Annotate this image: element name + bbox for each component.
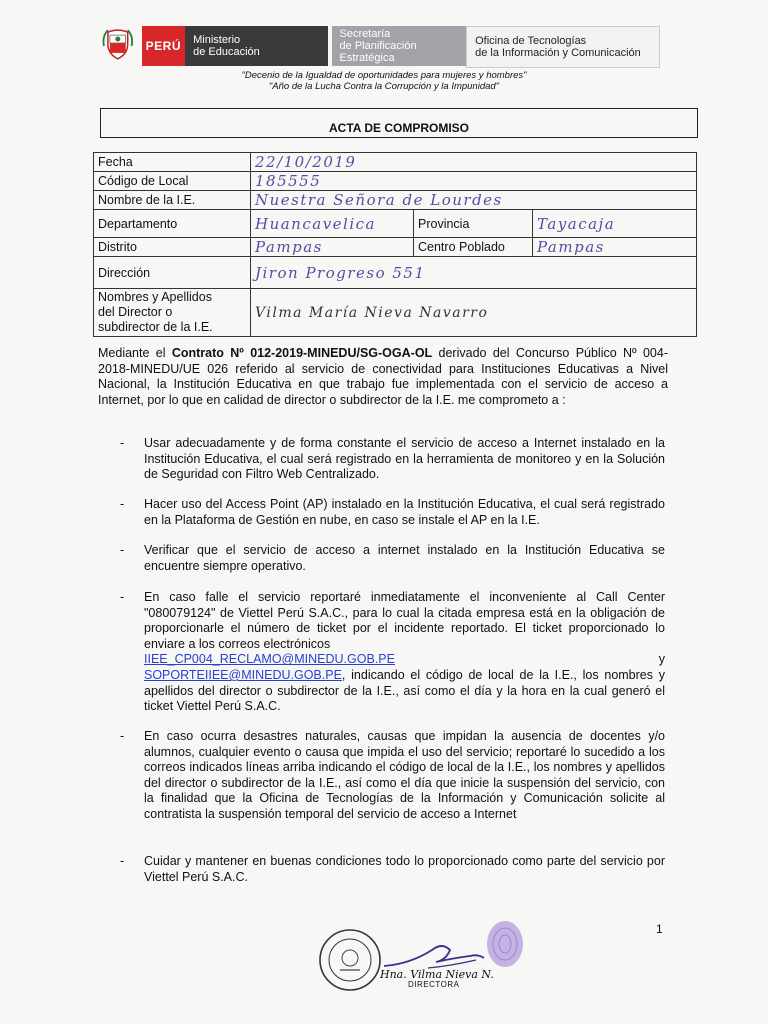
peru-brand: PERÚ — [142, 26, 186, 66]
distrito-value: Pampas — [251, 238, 414, 257]
contract-number: Contrato Nº 012-2019-MINEDU/SG-OGA-OL — [171, 346, 433, 360]
school-info-table — [93, 152, 697, 337]
departamento-label: Departamento — [94, 210, 251, 238]
fecha-label: Fecha — [94, 153, 251, 172]
intro-paragraph: Mediante el Contrato Nº 012-2019-MINEDU/SG-OGA-OL derivado del Concurso Público Nº 004-2018-MINEDU/UE 026 referido al servicio de conectividad para Instituciones Educativas a Nivel Nacional, la Institución Educativa en que trabajo fue implementada con el servicio de acceso a Internet, por lo que en calidad de director o subdirector de la I.E. me comprometo a : — [98, 346, 668, 407]
peru-coat-of-arms-icon — [100, 26, 136, 62]
nombre-value: Nuestra Señora de Lourdes — [251, 191, 697, 210]
minedu-brand: Ministerio de Educación — [185, 26, 327, 66]
list-item-5: - En caso ocurra desastres naturales, causas que impidan la ausencia de docentes y/o alumnos, cualquier evento o causa que impida el uso del servicio; reportaré lo sucedido a los correos indicados líneas arriba indicando el código de local de la I.E., los nombres y apellidos del director o subdirector de la I.E., así como el día que inicie la suspensión del servicio, con la finalidad que la Oficina de Tecnologías de la Información y Comunicación solicite al contratista la suspensión temporal del servicio de acceso a Internet — [120, 729, 665, 821]
otic-brand: Oficina de Tecnologías de la Información y Comunicación — [466, 26, 660, 68]
list-item-2: - Hacer uso del Access Point (AP) instalado en la Institución Educativa, el cual será registrado en la Plataforma de Gestión en nube, en caso se instale el AP en la I.E. — [120, 497, 665, 527]
list-item-1: - Usar adecuadamente y de forma constante el servicio de acceso a Internet instalado en la Institución Educativa, el cual será registrado en la herramienta de monitoreo y en la Solución de Seguridad con Filtro Web Centralizado. — [120, 436, 665, 482]
motto-line-2: "Año de la Lucha Contra la Corrupción y la Impunidad" — [268, 81, 500, 92]
director-value: Vilma María Nieva Navarro — [251, 289, 697, 337]
soporte-email-link[interactable]: SOPORTEIIEE@MINEDU.GOB.PE — [144, 667, 342, 682]
distrito-label: Distrito — [94, 238, 251, 257]
provincia-value: Tayacaja — [533, 210, 697, 238]
fecha-value: 22/10/2019 — [251, 153, 697, 172]
letterhead — [100, 26, 660, 66]
departamento-value: Huancavelica — [251, 210, 414, 238]
reclamo-email-link[interactable]: IIEE_CP004_RECLAMO@MINEDU.GOB.PE — [144, 652, 395, 667]
centro-poblado-label: Centro Poblado — [414, 238, 533, 257]
document-title: ACTA DE COMPROMISO — [329, 121, 469, 135]
page-number: 1 — [656, 922, 663, 936]
thumbprint-icon — [484, 918, 526, 970]
direccion-label: Dirección — [94, 257, 251, 289]
signer-role: DIRECTORA — [408, 980, 460, 989]
secretaria-brand: Secretaría de Planificación Estratégica — [332, 26, 467, 66]
director-label: Nombres y Apellidos del Director o subdirector de la I.E. — [94, 289, 251, 337]
list-item-3: - Verificar que el servicio de acceso a internet instalado en la Institución Educativa se encuentre siempre operativo. — [120, 543, 665, 573]
motto-line-1: "Decenio de la Igualdad de oportunidades para mujeres y hombres" — [241, 70, 527, 81]
codigo-label: Código de Local — [94, 172, 251, 191]
provincia-label: Provincia — [414, 210, 533, 238]
signer-name: Hna. Vilma Nieva N. — [380, 968, 494, 981]
title-box — [100, 108, 698, 138]
centro-poblado-value: Pampas — [533, 238, 697, 257]
codigo-value: 185555 — [251, 172, 697, 191]
direccion-value: Jiron Progreso 551 — [251, 257, 697, 289]
list-item-4: - En caso falle el servicio reportaré inmediatamente el inconveniente al Call Center "080079124" de Viettel Perú S.A.C., para lo cual la citada empresa está en la obligación de proporcionarle el número de ticket por el incidente reportado. El ticket proporcionado lo enviare a los correos electrónicos IIEE_CP004_RECLAMO@MINEDU.GOB.PE y SOPORTEIIEE@MINEDU.GOB.PE, indicando el código de local de la I.E., los nombres y apellidos del director o subdirector de la I.E., así como el día y la hora en la cual generó el ticket Viettel Perú S.A.C. — [120, 590, 665, 714]
school-seal-stamp-icon — [318, 928, 382, 992]
list-item-6: - Cuidar y mantener en buenas condiciones todo lo proporcionado como parte del servicio por Viettel Perú S.A.C. — [120, 854, 665, 884]
nombre-label: Nombre de la I.E. — [94, 191, 251, 210]
